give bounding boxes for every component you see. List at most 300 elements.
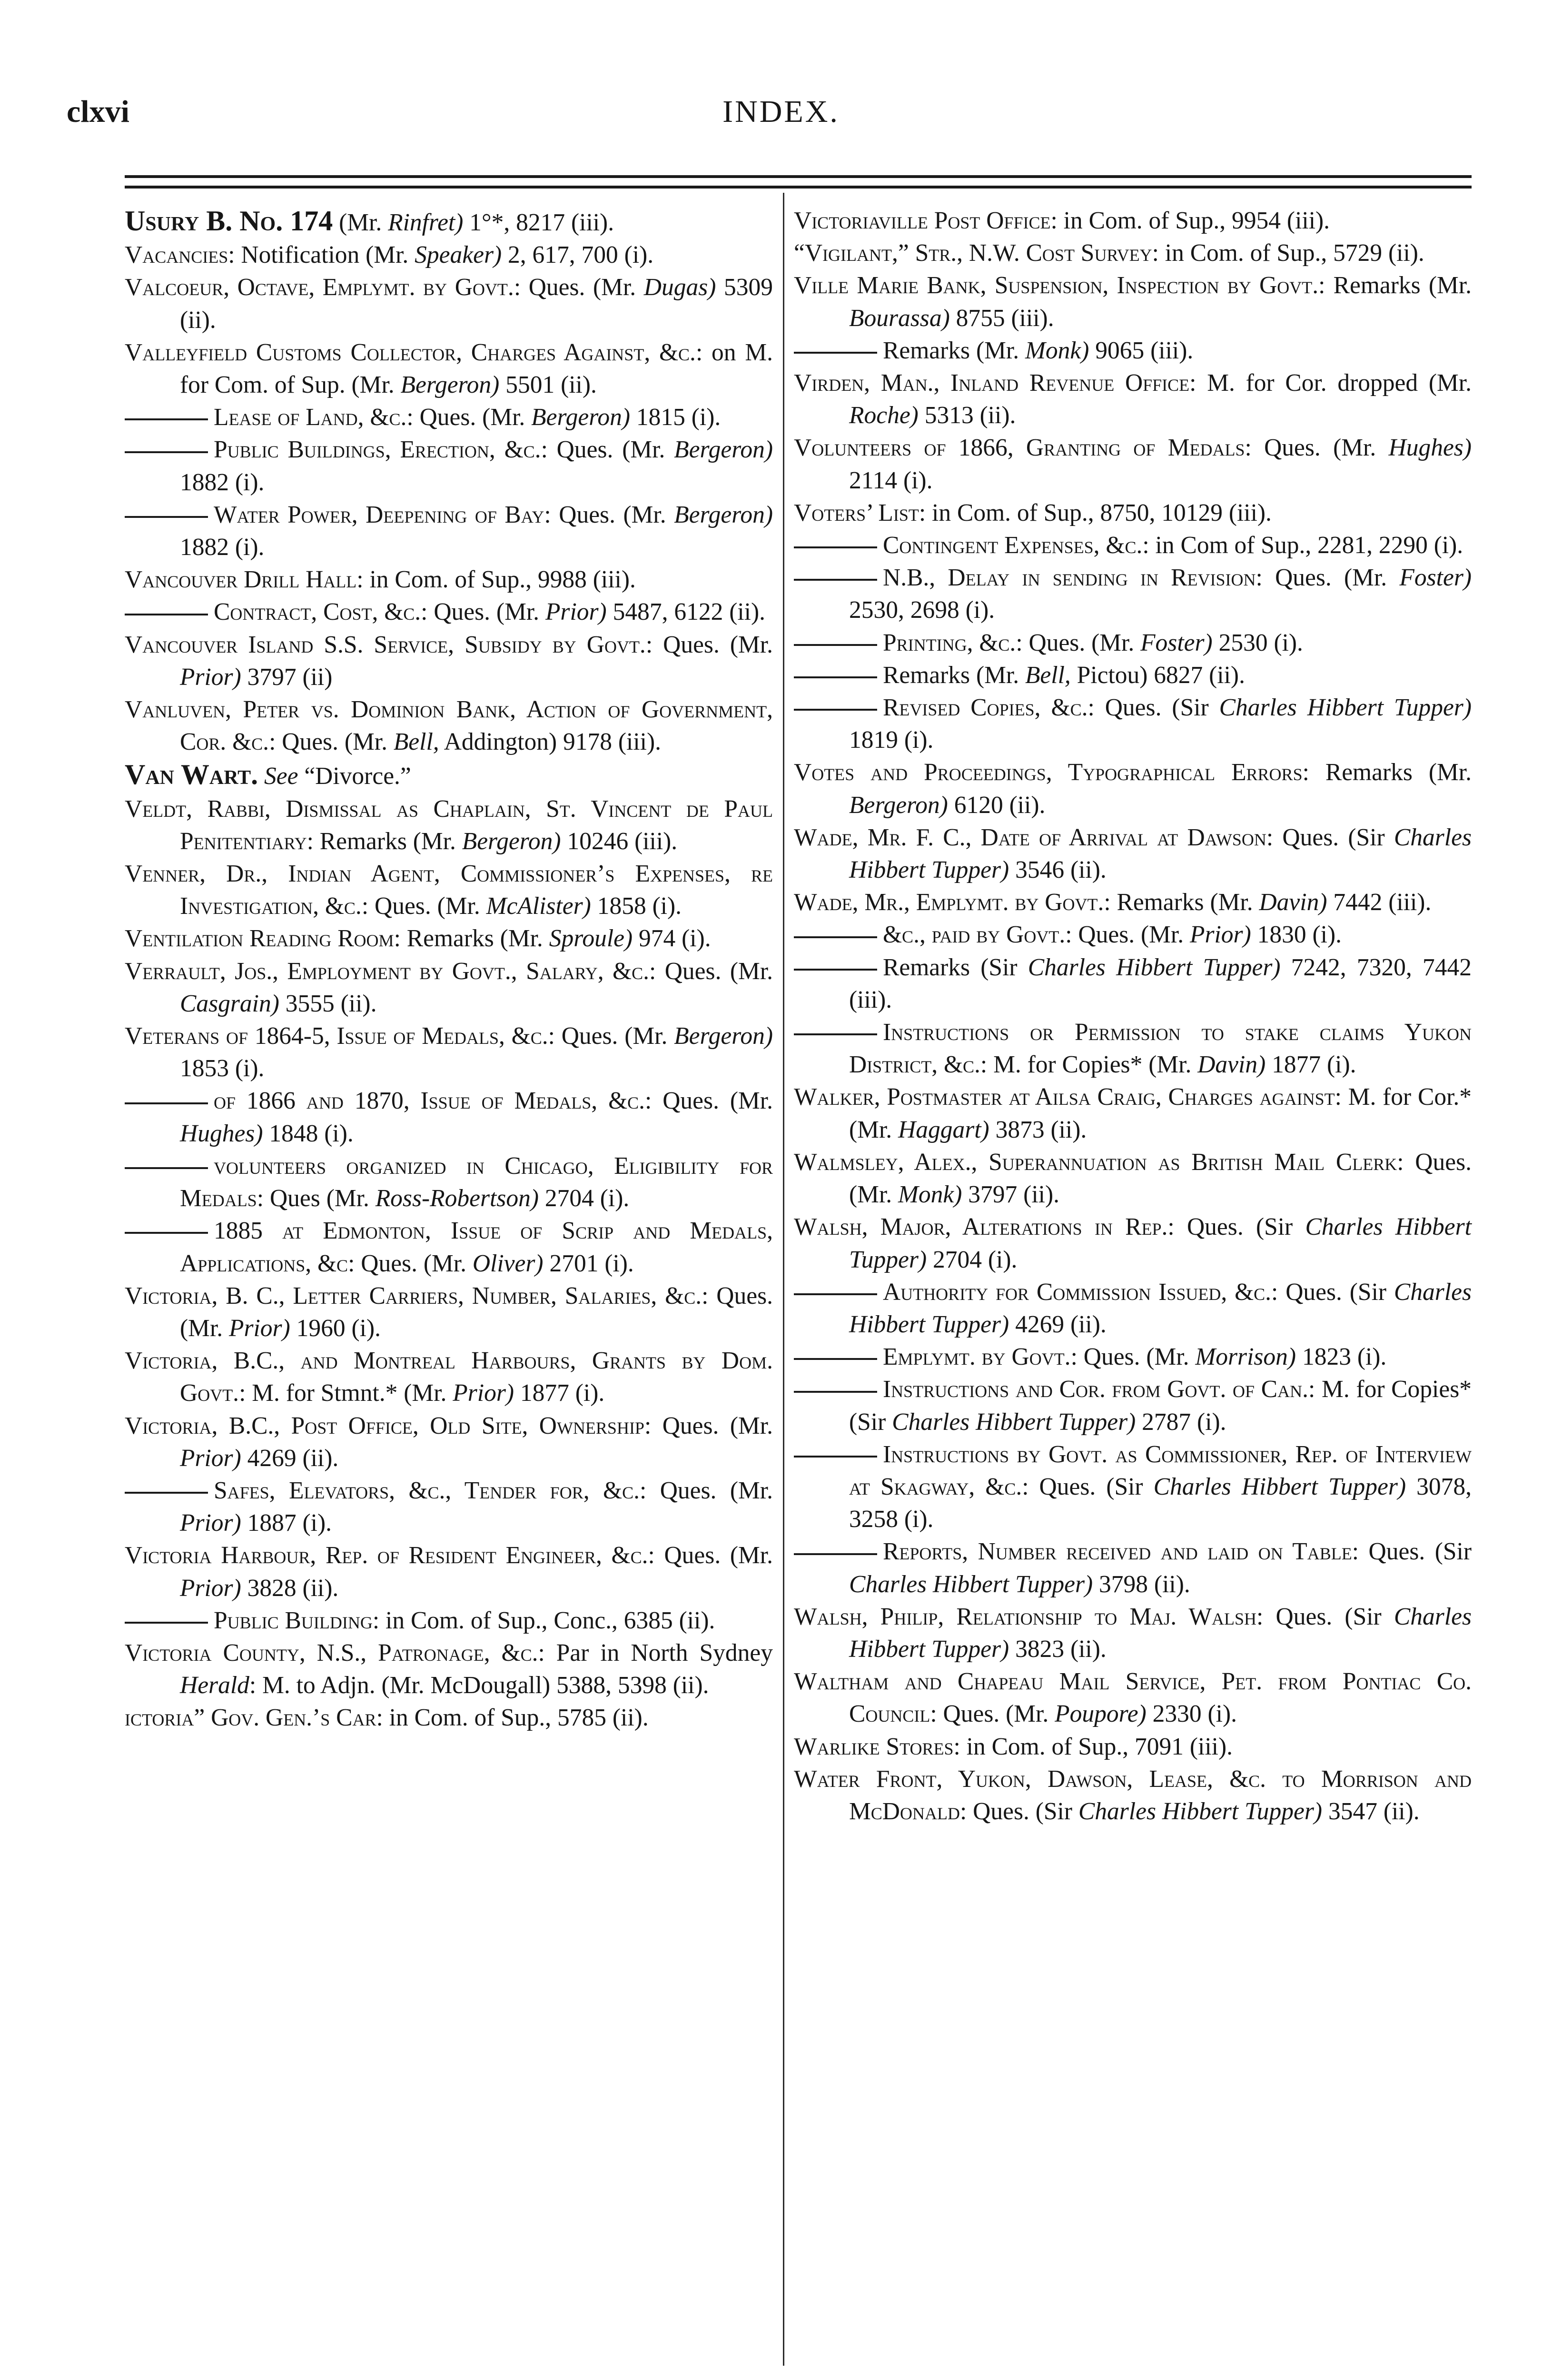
ditto-dash	[794, 969, 877, 971]
entry-text: : Ques. (Mr.	[849, 1148, 1472, 1209]
entry-member: Charles Hibbert Tupper)	[1153, 1473, 1406, 1500]
entry-reference: 5313 (ii).	[918, 402, 1016, 429]
entry-text: : Ques. (Mr.	[1245, 434, 1389, 462]
entry-member: Charles Hibbert Tupper)	[849, 1603, 1472, 1663]
entry-text: : M. for Cor.* (Mr.	[849, 1083, 1472, 1143]
entry-member: Prior)	[545, 598, 607, 626]
entry-text: : in Com. of Sup., 5785 (ii).	[376, 1704, 649, 1732]
index-entry	[794, 562, 1472, 626]
entry-text: : Ques (Mr.	[257, 1185, 376, 1212]
index-entry	[794, 367, 1472, 432]
entry-heading: Volunteers of 1866, Granting of Medals	[794, 434, 1245, 462]
entry-reference: 3797 (ii).	[962, 1181, 1059, 1209]
entry-text: : Remarks (Mr.	[1318, 272, 1472, 299]
entry-reference: 1887 (i).	[241, 1509, 332, 1537]
entry-heading: Usury B. No. 174	[125, 205, 333, 237]
entry-heading: Ville Marie Bank, Suspension, Inspection by Govt.	[794, 272, 1319, 299]
index-entry	[125, 758, 773, 793]
entry-heading: Walmsley, Alex., Superannuation as British Mail Clerk	[794, 1148, 1397, 1176]
index-entry	[125, 1345, 773, 1409]
entry-heading: Public Buildings, Erection, &c.	[214, 436, 541, 464]
entry-heading: Public Building	[214, 1606, 373, 1634]
entry-heading: Victoria, B. C., Letter Carriers, Number, Salaries, &c.	[125, 1282, 702, 1309]
entry-member: Foster)	[1399, 564, 1472, 592]
entry-text: : in Com of Sup., 2281, 2290 (i).	[1142, 532, 1463, 559]
ditto-dash	[794, 1033, 877, 1035]
entry-heading: Valcoeur, Octave, Emplymt. by Govt.	[125, 274, 514, 301]
entry-reference: 1819 (i).	[849, 726, 934, 754]
entry-heading: Walsh, Philip, Relationship to Maj. Walsh	[794, 1603, 1257, 1630]
entry-text: : in Com. of Sup., 5729 (ii).	[1152, 239, 1424, 267]
entry-heading: Contingent Expenses, &c.	[883, 532, 1143, 559]
entry-heading: Vanluven, Peter vs. Dominion Bank, Action of Government, Cor. &c.	[125, 696, 773, 756]
entry-text: : Ques. (Sir	[1256, 1603, 1394, 1630]
entry-heading: Veldt, Rabbi, Dismissal as Chaplain, St. Vincent de Paul Penitentiary	[125, 795, 773, 855]
entry-reference: 1830 (i).	[1251, 921, 1342, 949]
index-entry	[794, 1341, 1472, 1373]
entry-heading: Vacancies	[125, 241, 228, 269]
entry-heading: of 1866 and 1870, Issue of Medals, &c.	[214, 1087, 645, 1115]
entry-heading: Victoria Harbour, Rep. of Resident Engineer, &c.	[125, 1542, 648, 1569]
header-rule-bottom	[125, 186, 1472, 188]
index-entry	[794, 1666, 1472, 1730]
index-entry	[125, 1150, 773, 1215]
entry-reference: 1853 (i).	[180, 1055, 265, 1082]
entry-text: : in Com. of Sup., 7091 (iii).	[953, 1733, 1233, 1760]
index-entry	[125, 858, 773, 922]
entry-text: : Ques. (Sir	[1167, 1213, 1305, 1241]
ditto-dash	[125, 1102, 208, 1104]
entry-heading: Victoria, B.C., Post Office, Old Site, Ownership	[125, 1412, 644, 1439]
entry-text: : Ques. (Sir	[959, 1797, 1078, 1825]
entry-text: : Ques. (Mr.	[269, 728, 394, 756]
entry-text: : M. for Copies* (Mr.	[980, 1051, 1198, 1079]
entry-member: Bergeron)	[462, 827, 561, 855]
entry-heading: N.B., Delay in sending in Revision	[883, 564, 1256, 592]
index-entry	[125, 337, 773, 401]
column-divider	[783, 193, 784, 2366]
entry-member: Haggart)	[898, 1116, 989, 1143]
entry-text: : Ques. (Mr.	[544, 501, 674, 528]
entry-member: Bergeron)	[674, 1022, 773, 1050]
entry-heading: Water Front, Yukon, Dawson, Lease, &c. to Morrison and McDonald	[794, 1765, 1472, 1825]
entry-member: Charles Hibbert Tupper)	[892, 1408, 1136, 1436]
entry-text: : Ques. (Mr.	[421, 598, 545, 626]
entry-reference: 1823 (i).	[1296, 1343, 1387, 1371]
index-entry	[794, 1731, 1472, 1763]
entry-member: Davin)	[1259, 889, 1327, 916]
entry-reference: 2114 (i).	[849, 466, 933, 494]
entry-text: : Ques. (Mr.	[644, 1412, 773, 1439]
entry-reference: 1882 (i).	[180, 468, 265, 496]
index-entry	[794, 1763, 1472, 1828]
entry-text: : Ques. (Mr.	[1256, 564, 1400, 592]
entry-text: Remarks (Sir	[883, 953, 1028, 981]
entry-reference: 2330 (i).	[1146, 1700, 1237, 1728]
entry-heading: Instructions and Cor. from Govt. of Can.	[883, 1376, 1309, 1403]
index-entry	[794, 886, 1472, 919]
entry-reference: 3797 (ii)	[241, 663, 333, 691]
entry-reference: 1°*, 8217 (iii).	[463, 209, 614, 236]
entry-text: : Ques. (Sir	[1087, 694, 1219, 722]
ditto-dash	[794, 644, 877, 646]
index-entry	[794, 692, 1472, 756]
index-entry	[794, 1081, 1472, 1146]
entry-text: : Notification (Mr.	[228, 241, 415, 269]
entry-reference: 2787 (i).	[1136, 1408, 1226, 1436]
entry-member: Sproule)	[549, 925, 633, 952]
index-entry	[125, 434, 773, 498]
entry-member: Bergeron)	[674, 501, 773, 528]
ditto-dash	[125, 516, 208, 518]
index-entry	[794, 756, 1472, 821]
index-entry	[794, 205, 1472, 237]
entry-heading: Virden, Man., Inland Revenue Office	[794, 369, 1190, 397]
entry-heading: Authority for Commission Issued, &c.	[883, 1278, 1272, 1306]
entry-heading: Contract, Cost, &c.	[214, 598, 421, 626]
entry-reference: 2530 (i).	[1212, 629, 1303, 656]
entry-member: Bergeron)	[400, 371, 500, 399]
entry-member: Rinfret)	[388, 209, 464, 236]
entry-text: : Ques. (Mr.	[645, 1087, 773, 1115]
entry-member: Charles Hibbert Tupper)	[849, 1213, 1472, 1273]
entry-heading: 1885 at Edmonton, Issue of Scrip and Medals, Applications, &c	[180, 1217, 773, 1277]
entry-reference: 6120 (ii).	[948, 791, 1046, 819]
entry-text: : Ques. (Sir	[1022, 1473, 1154, 1500]
entry-reference: 974 (i).	[633, 925, 711, 952]
index-entry	[794, 1016, 1472, 1081]
entry-reference: 9065 (iii).	[1089, 337, 1194, 364]
entry-text: : Ques. (Mr.	[649, 957, 773, 985]
ditto-dash	[794, 1293, 877, 1295]
entry-reference: 3798 (ii).	[1093, 1570, 1190, 1598]
entry-reference: 5487, 6122 (ii).	[606, 598, 765, 626]
ditto-dash	[125, 451, 208, 453]
entry-member: Bell,	[393, 728, 439, 756]
entry-member: Charles Hibbert Tupper)	[1219, 694, 1472, 722]
ditto-dash	[125, 1622, 208, 1624]
entry-reference: 7242, 7320, 7442 (iii).	[849, 953, 1472, 1013]
index-entry	[125, 1410, 773, 1475]
entry-reference: “Divorce.”	[298, 763, 411, 790]
entry-heading: Wade, Mr. F. C., Date of Arrival at Dawson	[794, 823, 1266, 851]
entry-reference: 1877 (i).	[1265, 1051, 1356, 1079]
index-entry	[125, 1085, 773, 1150]
entry-text: : Ques. (Mr.	[361, 892, 486, 920]
entry-heading: Victoriaville Post Office	[794, 207, 1051, 234]
index-entry	[125, 239, 773, 271]
entry-reference: 1882 (i).	[180, 534, 265, 561]
entry-member: Prior)	[180, 1444, 241, 1472]
index-entry	[794, 1438, 1472, 1536]
entry-text: : M. for Copies* (Sir	[849, 1376, 1472, 1436]
entry-member: Bell,	[1025, 661, 1071, 689]
entry-member: Bergeron)	[674, 436, 773, 464]
entry-member: Charles Hibbert Tupper)	[849, 823, 1472, 884]
entry-heading: Instructions or Permission to stake claims Yukon District, &c.	[849, 1019, 1472, 1079]
entry-reference: 3828 (ii).	[241, 1574, 339, 1602]
entry-reference: : M. to Adjn. (Mr. McDougall) 5388, 5398 (ii).	[249, 1672, 709, 1699]
entry-text: : Ques. (Sir	[1352, 1538, 1472, 1566]
entry-reference: Addington) 9178 (iii).	[439, 728, 661, 756]
entry-text: : Ques. (Mr.	[548, 1022, 674, 1050]
ditto-dash	[125, 1232, 208, 1234]
index-entry	[794, 1536, 1472, 1600]
entry-text: : Ques. (Sir	[1266, 823, 1394, 851]
entry-heading: Wade, Mr., Emplymt. by Govt.	[794, 889, 1104, 916]
index-entry	[794, 497, 1472, 529]
entry-text: : Remarks (Mr.	[1302, 759, 1472, 786]
entry-reference: 3873 (ii).	[989, 1116, 1087, 1143]
entry-heading: Walker, Postmaster at Ailsa Craig, Charges against	[794, 1083, 1335, 1111]
entry-reference: 4269 (ii).	[1009, 1310, 1107, 1338]
index-entry	[125, 499, 773, 564]
entry-text: : Remarks (Mr.	[1104, 889, 1259, 916]
entry-text: : Ques. (Mr.	[348, 1250, 473, 1277]
entry-text: : in Com. of Sup., 9988 (iii).	[356, 566, 636, 594]
entry-reference: 2701 (i).	[543, 1250, 634, 1277]
entry-heading: Waltham and Chapeau Mail Service, Pet. from Pontiac Co. Council	[794, 1668, 1472, 1728]
entry-text	[258, 763, 264, 790]
entry-heading: Safes, Elevators, &c., Tender for, &c.	[214, 1477, 640, 1504]
entry-heading: ictoria” Gov. Gen.’s Car	[125, 1704, 376, 1732]
entry-text: : Ques. (Mr.	[406, 404, 532, 431]
entry-member: Herald	[180, 1672, 249, 1699]
entry-heading: Vancouver Island S.S. Service, Subsidy by Govt.	[125, 631, 646, 658]
entry-member: Prior)	[229, 1314, 290, 1342]
index-entry	[125, 564, 773, 596]
entry-heading: Veterans of 1864-5, Issue of Medals, &c.	[125, 1022, 548, 1050]
entry-member: Casgrain)	[180, 990, 279, 1017]
entry-heading: volunteers organized in Chicago, Eligibility for Medals	[180, 1152, 773, 1212]
entry-text: : Ques. (Mr.	[514, 274, 644, 301]
entry-member: Roche)	[849, 402, 919, 429]
index-entry	[125, 922, 773, 955]
entry-reference: 3555 (ii).	[279, 990, 377, 1017]
page-title: INDEX.	[722, 94, 840, 129]
index-entry	[794, 335, 1472, 367]
entry-member: Morrison)	[1195, 1343, 1296, 1371]
entry-heading: Water Power, Deepening of Bay	[214, 501, 544, 528]
entry-text: : Ques. (Sir	[1271, 1278, 1394, 1306]
entry-reference: 1858 (i).	[591, 892, 682, 920]
entry-member: Foster)	[1140, 629, 1213, 656]
entry-heading: Victoria County, N.S., Patronage, &c.	[125, 1639, 538, 1666]
header-rule-top	[125, 175, 1472, 178]
entry-text: : on M. for Com. of Sup. (Mr.	[180, 338, 773, 399]
entry-member: See	[264, 763, 298, 790]
entry-member: McAlister)	[486, 892, 591, 920]
ditto-dash	[794, 579, 877, 581]
entry-reference: 5501 (ii).	[499, 371, 597, 399]
index-entry	[125, 1539, 773, 1604]
index-column-left	[125, 205, 773, 1735]
index-entry	[794, 1601, 1472, 1666]
entry-text: : Ques. (Mr.	[541, 436, 674, 464]
entry-text: (Mr.	[333, 209, 388, 236]
entry-heading: Vancouver Drill Hall	[125, 566, 357, 594]
entry-heading: Reports, Number received and laid on Table	[883, 1538, 1352, 1566]
entry-member: Charles Hibbert Tupper)	[849, 1570, 1093, 1598]
entry-reference: 1848 (i).	[263, 1120, 354, 1147]
entry-heading: Instructions by Govt. as Commissioner, Rep. of Interview at Skagway, &c.	[849, 1440, 1472, 1500]
entry-reference: 4269 (ii).	[241, 1444, 339, 1472]
entry-text: : Ques. (Mr.	[648, 1542, 773, 1569]
entry-text: Remarks (Mr.	[883, 337, 1025, 364]
entry-member: Hughes)	[180, 1120, 263, 1147]
entry-heading: Warlike Stores	[794, 1733, 954, 1760]
index-entry	[794, 659, 1472, 692]
entry-heading: Voters’ List	[794, 499, 919, 526]
entry-reference: Pictou) 6827 (ii).	[1070, 661, 1245, 689]
entry-text: : Ques. (Mr.	[1016, 629, 1141, 656]
entry-member: Oliver)	[472, 1250, 544, 1277]
index-entry	[125, 1020, 773, 1085]
index-entry	[125, 1280, 773, 1345]
index-entry	[125, 205, 773, 239]
entry-reference: 3546 (ii).	[1009, 856, 1107, 884]
entry-member: Prior)	[1190, 921, 1251, 949]
entry-heading: Votes and Proceedings, Typographical Errors	[794, 759, 1303, 786]
entry-text: : Remarks (Mr.	[394, 925, 549, 952]
index-entry	[794, 1373, 1472, 1438]
index-entry	[794, 1276, 1472, 1341]
index-entry	[794, 237, 1472, 269]
entry-text: Remarks (Mr.	[883, 661, 1025, 689]
index-entry	[125, 1702, 773, 1734]
entry-reference: 3547 (ii).	[1322, 1797, 1420, 1825]
entry-member: Charles Hibbert Tupper)	[849, 1278, 1472, 1338]
entry-text: : Par in North Sydney	[538, 1639, 773, 1666]
entry-text: : Remarks (Mr.	[306, 827, 462, 855]
entry-member: Prior)	[180, 1509, 241, 1537]
entry-member: Bergeron)	[849, 791, 948, 819]
entry-member: Speaker)	[415, 241, 502, 269]
index-column-right	[794, 205, 1472, 1828]
entry-text: : in Com. of Sup., Conc., 6385 (ii).	[372, 1606, 715, 1634]
index-entry	[125, 694, 773, 758]
entry-member: Bourassa)	[849, 304, 950, 332]
entry-heading: Emplymt. by Govt.	[883, 1343, 1071, 1371]
ditto-dash	[125, 614, 208, 615]
ditto-dash	[125, 418, 208, 420]
index-entry	[794, 529, 1472, 562]
index-entry	[125, 1215, 773, 1279]
entry-text: : Ques. (Mr.	[1065, 921, 1190, 949]
entry-text: : Ques. (Mr.	[180, 1282, 773, 1342]
entry-reference: 3823 (ii).	[1009, 1635, 1107, 1663]
entry-heading: Printing, &c.	[883, 629, 1016, 656]
index-entry	[794, 432, 1472, 496]
entry-member: Poupore)	[1055, 1700, 1147, 1728]
ditto-dash	[794, 1456, 877, 1458]
index-entry	[794, 1211, 1472, 1276]
index-entry	[125, 596, 773, 628]
entry-heading: Valleyfield Customs Collector, Charges Against, &c.	[125, 338, 696, 366]
entry-reference: 10246 (iii).	[561, 827, 678, 855]
index-entry	[125, 1475, 773, 1539]
entry-reference: 1815 (i).	[630, 404, 721, 431]
index-entry	[794, 1146, 1472, 1211]
entry-member: Dugas)	[643, 274, 716, 301]
entry-text: : in Com. of Sup., 9954 (iii).	[1050, 207, 1330, 234]
entry-reference: 2704 (i).	[539, 1185, 630, 1212]
ditto-dash	[125, 1492, 208, 1494]
index-entry	[794, 822, 1472, 886]
entry-heading: Victoria, B.C., and Montreal Harbours, Grants by Dom. Govt.	[125, 1347, 773, 1407]
index-entry	[794, 919, 1472, 951]
index-entry	[794, 269, 1472, 334]
ditto-dash	[794, 676, 877, 678]
entry-reference: 1877 (i).	[514, 1379, 605, 1407]
entry-text: : Ques. (Mr.	[645, 631, 773, 658]
entry-member: Davin)	[1197, 1051, 1266, 1079]
ditto-dash	[794, 1553, 877, 1555]
entry-member: Charles Hibbert Tupper)	[1078, 1797, 1323, 1825]
entry-reference: 2, 617, 700 (i).	[502, 241, 654, 269]
page-number: clxvi	[67, 94, 129, 129]
ditto-dash	[794, 1358, 877, 1360]
entry-member: Monk)	[898, 1181, 962, 1209]
entry-member: Prior)	[453, 1379, 514, 1407]
index-entry	[125, 955, 773, 1020]
entry-member: Hughes)	[1388, 434, 1472, 462]
ditto-dash	[794, 936, 877, 938]
index-entry	[125, 401, 773, 434]
ditto-dash	[794, 709, 877, 711]
entry-heading: “Vigilant,” Str., N.W. Cost Survey	[794, 239, 1152, 267]
entry-heading: Venner, Dr., Indian Agent, Commissioner’s Expenses, re Investigation, &c.	[125, 860, 773, 920]
entry-heading: Ventilation Reading Room	[125, 925, 394, 952]
index-entry	[794, 627, 1472, 659]
entry-member: Monk)	[1025, 337, 1089, 364]
ditto-dash	[794, 352, 877, 354]
entry-heading: Revised Copies, &c.	[883, 694, 1088, 722]
entry-reference: 1960 (i).	[290, 1314, 381, 1342]
index-entry	[794, 952, 1472, 1016]
index-entry	[125, 1605, 773, 1637]
entry-text: : Ques. (Mr.	[1070, 1343, 1196, 1371]
entry-heading: Van Wart.	[125, 759, 258, 791]
entry-member: Prior)	[180, 663, 241, 691]
entry-reference: 2530, 2698 (i).	[849, 596, 995, 624]
entry-reference: 2704 (i).	[927, 1246, 1018, 1273]
entry-text: : M. for Cor. dropped (Mr.	[1189, 369, 1472, 397]
ditto-dash	[125, 1167, 208, 1169]
entry-member: Charles Hibbert Tupper)	[1028, 953, 1281, 981]
index-entry	[125, 793, 773, 858]
index-entry	[125, 1637, 773, 1702]
entry-member: Ross-Robertson)	[375, 1185, 539, 1212]
entry-heading: Walsh, Major, Alterations in Rep.	[794, 1213, 1168, 1241]
entry-text: : Ques. (Mr.	[639, 1477, 773, 1504]
ditto-dash	[794, 1391, 877, 1393]
entry-reference: 8755 (iii).	[949, 304, 1054, 332]
entry-member: Bergeron)	[531, 404, 631, 431]
entry-heading: Verrault, Jos., Employment by Govt., Salary, &c.	[125, 957, 649, 985]
entry-text: : in Com. of Sup., 8750, 10129 (iii).	[919, 499, 1272, 526]
entry-reference: 7442 (iii).	[1327, 889, 1432, 916]
index-entry	[125, 271, 773, 336]
entry-heading: Lease of Land, &c.	[214, 404, 407, 431]
entry-heading: &c., paid by Govt.	[883, 921, 1066, 949]
entry-member: Prior)	[180, 1574, 241, 1602]
entry-reference: 3078, 3258 (i).	[849, 1473, 1472, 1533]
entry-text: : Ques. (Mr.	[930, 1700, 1055, 1728]
entry-text: : M. for Stmnt.* (Mr.	[239, 1379, 453, 1407]
index-entry	[125, 629, 773, 694]
ditto-dash	[794, 546, 877, 548]
